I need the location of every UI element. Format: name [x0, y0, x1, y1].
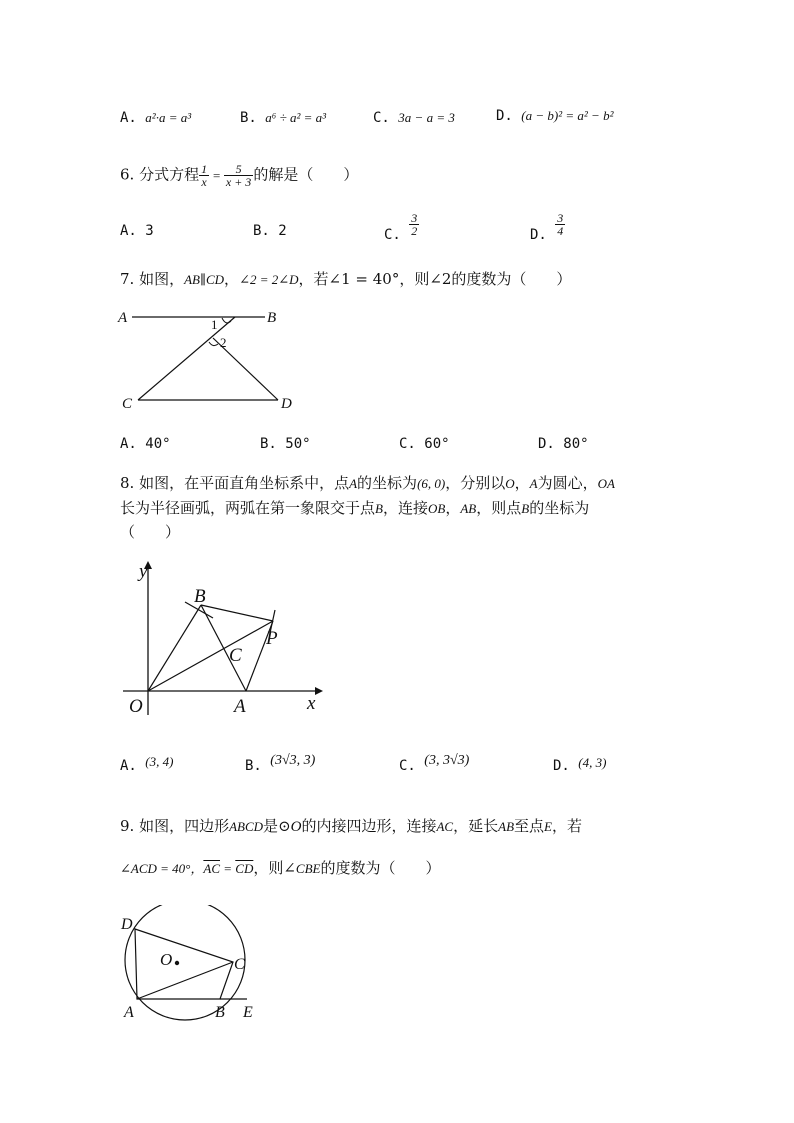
quad-abcd: ABCD: [229, 819, 264, 834]
q7-figure: [110, 300, 310, 415]
q7-stem: [120, 268, 571, 289]
label-angle-1: 1: [211, 317, 218, 332]
label-a: A: [124, 1004, 134, 1021]
q6-option-a[interactable]: [120, 223, 154, 239]
q8-option-b[interactable]: [245, 753, 316, 775]
q6-option-b[interactable]: [253, 223, 287, 239]
q7-option-a[interactable]: [120, 436, 171, 452]
option-value: (3, 3√3): [424, 753, 470, 768]
q5-option-b[interactable]: [240, 110, 326, 126]
option-value: 60°: [424, 436, 450, 452]
circle-o: ⊙O: [278, 819, 302, 835]
q7-separator: ，: [224, 270, 240, 288]
q8-option-d[interactable]: [553, 755, 607, 774]
q6-option-d[interactable]: [530, 211, 565, 243]
point-a: A: [349, 476, 358, 491]
segment-ac: AC: [436, 819, 454, 834]
text: ，: [514, 474, 530, 492]
q5-option-a[interactable]: [120, 110, 191, 126]
option-value: 2: [278, 223, 287, 239]
label-c: C: [122, 396, 133, 412]
text: 至点: [514, 817, 545, 835]
label-c: C: [234, 956, 245, 973]
q9-stem-line-2: [120, 857, 441, 878]
q6-suffix: 的解是（ ）: [253, 165, 359, 184]
q6-prefix: 6. 分式方程: [120, 165, 200, 184]
label-b: B: [194, 586, 206, 607]
segment-ob: [148, 605, 201, 691]
segment-ob: OB: [427, 501, 446, 516]
q9-figure: [115, 905, 265, 1025]
option-letter: B.: [240, 110, 257, 126]
arc-ac: $\overline{AC}$: [203, 861, 220, 876]
angle-2-arc: [209, 342, 218, 346]
angle-1-arc: [222, 318, 231, 323]
text: 的坐标为: [529, 499, 590, 517]
label-a: A: [118, 310, 128, 326]
q6-option-c[interactable]: [384, 211, 419, 243]
option-letter: D.: [530, 226, 547, 243]
q9-stem-line-1: [120, 815, 582, 836]
label-p: P: [266, 628, 278, 649]
q8-stem-line-2: [120, 497, 589, 518]
option-letter: D.: [538, 436, 555, 452]
option-value: (3√3, 3): [270, 753, 316, 768]
text: ，: [445, 499, 461, 517]
option-value: 80°: [563, 436, 589, 452]
option-letter: D.: [496, 108, 513, 124]
option-fraction: $\frac{3}{4}$: [557, 211, 564, 238]
text: ，延长: [453, 817, 499, 835]
option-letter: C.: [384, 226, 401, 243]
q7-condition-parallel: AB∥CD: [184, 272, 225, 287]
q8-answer-paren: （ ）: [120, 523, 181, 541]
option-letter: D.: [553, 758, 570, 774]
label-o: O: [129, 696, 143, 717]
q8-stem-line-1: [120, 472, 615, 493]
quadrilateral-abcd: [135, 929, 233, 999]
label-o: O: [160, 950, 173, 969]
text: 为圆心，: [537, 474, 598, 492]
q7-prefix: 7. 如图，: [120, 270, 185, 288]
text: 8. 如图，在平面直角坐标系中，点: [120, 474, 350, 492]
option-value: 40°: [145, 436, 171, 452]
segment-ab: AB: [498, 819, 515, 834]
option-letter: A.: [120, 758, 137, 774]
q7-option-d[interactable]: [538, 436, 589, 452]
option-letter: B.: [260, 436, 277, 452]
q7-option-c[interactable]: [399, 436, 450, 452]
text: ，若: [551, 817, 582, 835]
option-value: 3: [145, 223, 154, 239]
point-b: B: [521, 501, 530, 516]
option-letter: C.: [399, 436, 416, 452]
text: ，分别以: [445, 474, 506, 492]
label-b: B: [267, 310, 277, 326]
label-angle-2: 2: [220, 335, 227, 350]
point-b: B: [375, 501, 383, 516]
q6-fraction-2: $\frac{5}{x + 3}$: [225, 162, 252, 189]
label-y: y: [139, 561, 148, 582]
q6-equals: =: [212, 167, 221, 183]
text: 的度数为（ ）: [320, 859, 441, 877]
text: 9. 如图，四边形: [120, 817, 230, 835]
point-a: A: [529, 476, 538, 491]
q8-figure: [115, 555, 330, 720]
equals: =: [220, 861, 236, 876]
label-e: E: [243, 1004, 253, 1021]
arc-cd: $\overline{CD}$: [235, 861, 254, 876]
text: 是: [263, 817, 279, 835]
option-letter: A.: [120, 223, 137, 239]
segment-ab: AB: [460, 501, 477, 516]
label-d: D: [281, 396, 292, 412]
option-expr: (a − b)² = a² − b²: [521, 108, 614, 123]
option-value: (4, 3): [578, 755, 607, 770]
condition: ∠ACD = 40°，: [120, 861, 204, 876]
coord: (6, 0): [417, 476, 446, 491]
circle-o: [125, 905, 245, 1020]
segment-oa: OA: [597, 476, 615, 491]
text: 的坐标为: [357, 474, 418, 492]
segment-op: [148, 621, 273, 691]
option-letter: C.: [399, 758, 416, 774]
q5-option-d[interactable]: [496, 108, 613, 124]
q8-option-a[interactable]: [120, 754, 174, 774]
option-letter: B.: [253, 223, 270, 239]
text: 的内接四边形，连接: [301, 817, 437, 835]
text: ，则点: [476, 499, 522, 517]
label-a: A: [234, 696, 246, 717]
option-fraction: $\frac{3}{2}$: [411, 211, 418, 238]
text: ，连接: [382, 499, 428, 517]
text: 长为半径画弧，两弧在第一象限交于点: [120, 499, 376, 517]
option-value: (3, 4): [145, 754, 174, 769]
line-c-vertex: [138, 317, 235, 400]
point-o: O: [505, 476, 515, 491]
segment-bp: [201, 605, 273, 621]
option-expr: a⁶ ÷ a² = a³: [265, 110, 327, 125]
option-expr: a²·a = a³: [145, 110, 192, 125]
label-d: D: [121, 916, 133, 933]
text: ，则∠: [253, 859, 296, 877]
q6-fraction-1: $\frac{1}{x}$: [201, 162, 208, 189]
q7-option-b[interactable]: [260, 436, 311, 452]
segment-ac: [137, 962, 233, 999]
q6-stem: [120, 163, 358, 188]
q7-question: ，若∠1 = 40°，则∠2的度数为（ ）: [298, 270, 572, 288]
option-letter: A.: [120, 436, 137, 452]
angle-cbe: CBE: [295, 861, 321, 876]
option-letter: A.: [120, 110, 137, 126]
label-x: x: [307, 693, 316, 714]
option-expr: 3a − a = 3: [398, 110, 455, 125]
option-letter: B.: [245, 758, 262, 774]
q5-option-c[interactable]: [373, 110, 455, 126]
q8-option-c[interactable]: [399, 753, 470, 775]
point-e: E: [544, 819, 552, 834]
option-value: 50°: [285, 436, 311, 452]
q7-condition-angle: ∠2 = 2∠D: [239, 272, 299, 287]
label-b: B: [215, 1004, 225, 1021]
label-c: C: [229, 645, 242, 666]
option-letter: C.: [373, 110, 390, 126]
x-axis-arrow: [315, 687, 323, 695]
center-dot: [175, 961, 179, 965]
